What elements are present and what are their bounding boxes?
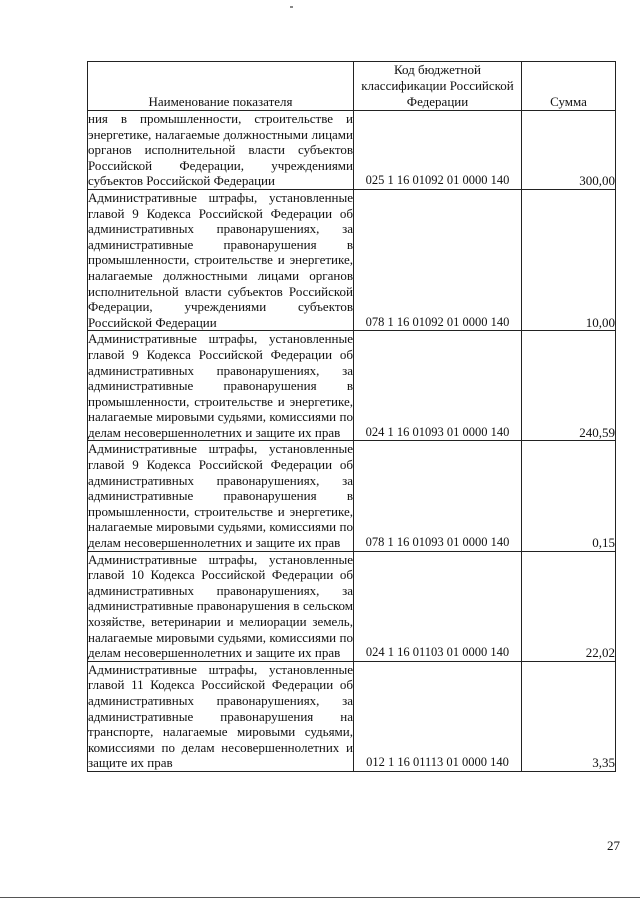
- table-row: [88, 661, 616, 771]
- row-sum: 3,35: [522, 661, 616, 771]
- table-row: [88, 331, 616, 441]
- scan-mark: [290, 6, 293, 8]
- table-row: [88, 551, 616, 661]
- row-sum: 300,00: [522, 111, 616, 190]
- header-sum: Сумма: [522, 62, 616, 111]
- row-code: 078 1 16 01092 01 0000 140: [354, 189, 522, 330]
- row-sum: 0,15: [522, 441, 616, 551]
- row-name: Административные штрафы, установленные главой 9 Кодекса Российской Федерации об административных правонарушениях, за административные правонарушения в промышленности, строительстве и энергетике, налагаемые должностными лицами органов исполнительной власти субъектов Российской Федерации, учреждениями субъектов Российской Федерации: [88, 189, 353, 330]
- row-sum: 22,02: [522, 551, 616, 661]
- page-number: 27: [607, 838, 620, 853]
- budget-table: [87, 61, 616, 772]
- row-code: 025 1 16 01092 01 0000 140: [354, 111, 522, 190]
- row-name: Административные штрафы, установленные главой 9 Кодекса Российской Федерации об административных правонарушениях, за административные правонарушения в промышленности, строительстве и энергетике, налагаемые мировыми судьями, комиссиями по делам несовершеннолетних и защите их прав: [88, 441, 353, 551]
- row-name: Административные штрафы, установленные главой 10 Кодекса Российской Федерации об административных правонарушениях, за административные правонарушения в сельском хозяйстве, ветеринарии и мелиорации земель, налагаемые мировыми судьями, комиссиями по делам несовершеннолетних и защите их прав: [88, 551, 353, 661]
- row-name: Административные штрафы, установленные главой 9 Кодекса Российской Федерации об административных правонарушениях, за административные правонарушения в промышленности, строительстве и энергетике, налагаемые мировыми судьями, комиссиями по делам несовершеннолетних и защите их прав: [88, 331, 353, 440]
- row-code: 012 1 16 01113 01 0000 140: [354, 661, 522, 771]
- scan-bottom-rule: [0, 897, 640, 898]
- table-row: [88, 111, 616, 190]
- row-sum: 240,59: [522, 331, 616, 441]
- row-code: 024 1 16 01103 01 0000 140: [354, 551, 522, 661]
- header-budget-code: Код бюджетной классификации Российской Федерации: [354, 62, 522, 111]
- row-code: 078 1 16 01093 01 0000 140: [354, 441, 522, 551]
- table-row: [88, 189, 616, 330]
- row-name: ния в промышленности, строительстве и энергетике, налагаемые должностными лицами органов исполнительной власти субъектов Российской Федерации, учреждениями субъектов Российской Федерации: [88, 111, 353, 189]
- row-name: Административные штрафы, установленные главой 11 Кодекса Российской Федерации об административных правонарушениях, за административные правонарушения на транспорте, налагаемые мировыми судьями, комиссиями по делам несовершеннолетних и защите их прав: [88, 661, 353, 771]
- header-indicator-name: Наименование показателя: [88, 62, 354, 111]
- table-row: [88, 441, 616, 551]
- row-sum: 10,00: [522, 189, 616, 330]
- table-header-row: [88, 62, 616, 111]
- row-code: 024 1 16 01093 01 0000 140: [354, 331, 522, 441]
